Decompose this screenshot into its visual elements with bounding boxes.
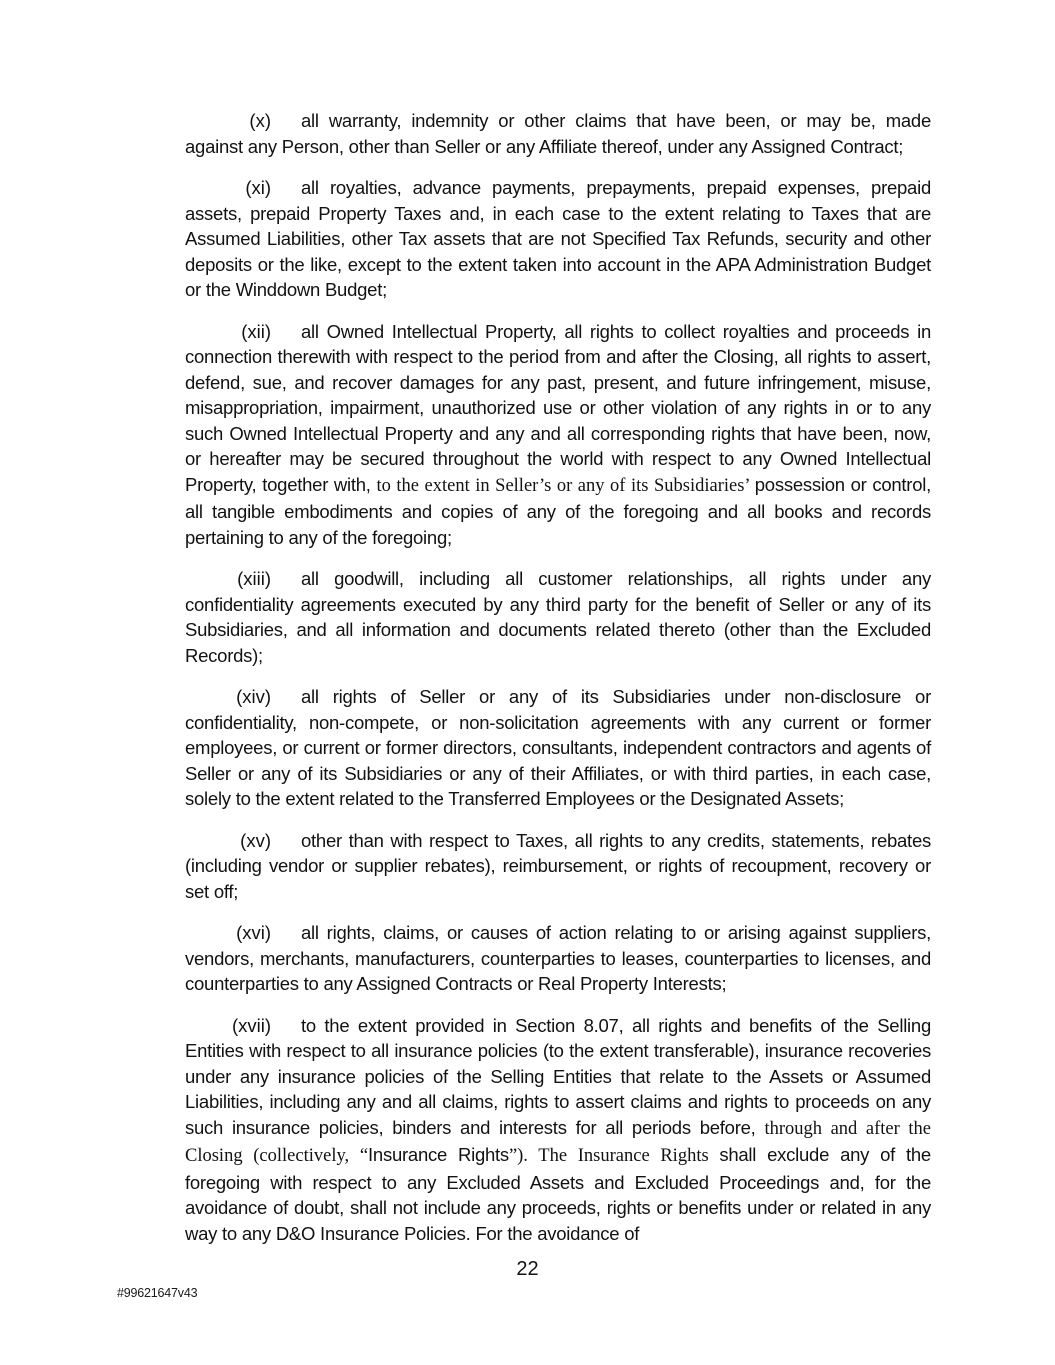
text-run: ”). The Insurance Rights: [508, 1146, 720, 1166]
document-body: [185, 108, 931, 1262]
clause-label: (xiii): [237, 568, 271, 589]
clause-label: (xiv): [236, 686, 271, 707]
clause-paragraph: [185, 920, 931, 997]
document-id-stamp: #99621647v43: [117, 1286, 198, 1300]
clause-paragraph: [185, 828, 931, 905]
text-run: all royalties, advance payments, prepayments, prepaid expenses, prepaid assets, prepaid Property Taxes and, in each case to the extent relating to Taxes that are Assumed Liabilities, other Tax assets that are not Specified Tax Refunds, security and other deposits or the like, except to the extent taken into account in the APA Administration Budget or the Winddown Budget;: [185, 177, 931, 300]
text-run: Insurance Rights: [368, 1144, 509, 1165]
text-run: other than with respect to Taxes, all rights to any credits, statements, rebates (including vendor or supplier rebates), reimbursement, or rights of recoupment, recovery or set off;: [185, 829, 931, 902]
clause-label: (x): [249, 110, 271, 131]
text-run: all rights of Seller or any of its Subsidiaries under non-disclosure or confidentiality, non-compete, or non-solicitation agreements with any current or former employees, or current or former directors, consultants, independent contractors and agents of Seller or any of its Subsidiaries or any of their Affiliates, or with third parties, in each case, solely to the extent related to the Transferred Employees or the Designated Assets;: [185, 686, 931, 809]
text-run: possession or control, all tangible embodiments and copies of any of the foregoing and all books and records pertaining to any of the foregoing;: [185, 473, 932, 548]
text-run: all rights, claims, or causes of action relating to or arising against suppliers, vendors, merchants, manufacturers, counterparties to leases, counterparties to licenses, and counterparties to any Assigned Contracts or Real Property Interests;: [185, 922, 931, 994]
text-run: all warranty, indemnity or other claims that have been, or may be, made against any Person, other than Seller or any Affiliate thereof, under any Assigned Contract;: [185, 110, 931, 157]
clause-label: (xi): [245, 177, 271, 198]
clause-paragraph: [185, 108, 931, 159]
clause-label: (xv): [240, 829, 271, 851]
clause-label: (xii): [241, 320, 271, 342]
clause-paragraph: [185, 566, 931, 668]
clause-paragraph: [185, 175, 931, 303]
text-run: all Owned Intellectual Property, all rights to collect royalties and proceeds in connection therewith with respect to the period from and after the Closing, all rights to assert, defend, sue, and recover damages for any past, present, and future infringement, misuse, misappropriation, impairment, unauthorized use or other violation of any rights in or to any such Owned Intellectual Property and any and all corresponding rights that have been, now, or hereafter may be secured throughout the world with respect to any Owned Intellectual Property, together with,: [185, 320, 931, 495]
clause-paragraph: [185, 319, 931, 551]
text-run: shall exclude any of the foregoing with respect to any Excluded Assets and Excluded Proceedings and, for the avoidance of doubt, shall not include any proceeds, rights or benefits under or related in any way to any D&O Insurance Policies. For the avoidance of: [185, 1144, 931, 1244]
clause-paragraph: [185, 684, 931, 812]
text-run: to the extent in Seller’s or any of its Subsidiaries’: [376, 475, 755, 496]
clause-paragraph: [185, 1013, 931, 1247]
text-run: to the extent provided in Section 8.07, all rights and benefits of the Selling Entities with respect to all insurance policies (to the extent transferable), insurance recoveries under any insurance policies of the Selling Entities that relate to the Assets or Assumed Liabilities, including any and all claims, rights to assert claims and rights to proceeds on any such insurance policies, binders and interests for all periods before,: [185, 1014, 931, 1138]
clause-label: (xvii): [231, 1014, 271, 1036]
page-number: 22: [516, 1258, 539, 1280]
clause-label: (xvi): [236, 922, 271, 943]
text-run: all goodwill, including all customer relationships, all rights under any confidentiality agreements executed by any third party for the benefit of Seller or any of its Subsidiaries, and all information and documents related thereto (other than the Excluded Records);: [185, 568, 931, 666]
text-run: through and after the Closing (collectively, “: [185, 1118, 932, 1166]
